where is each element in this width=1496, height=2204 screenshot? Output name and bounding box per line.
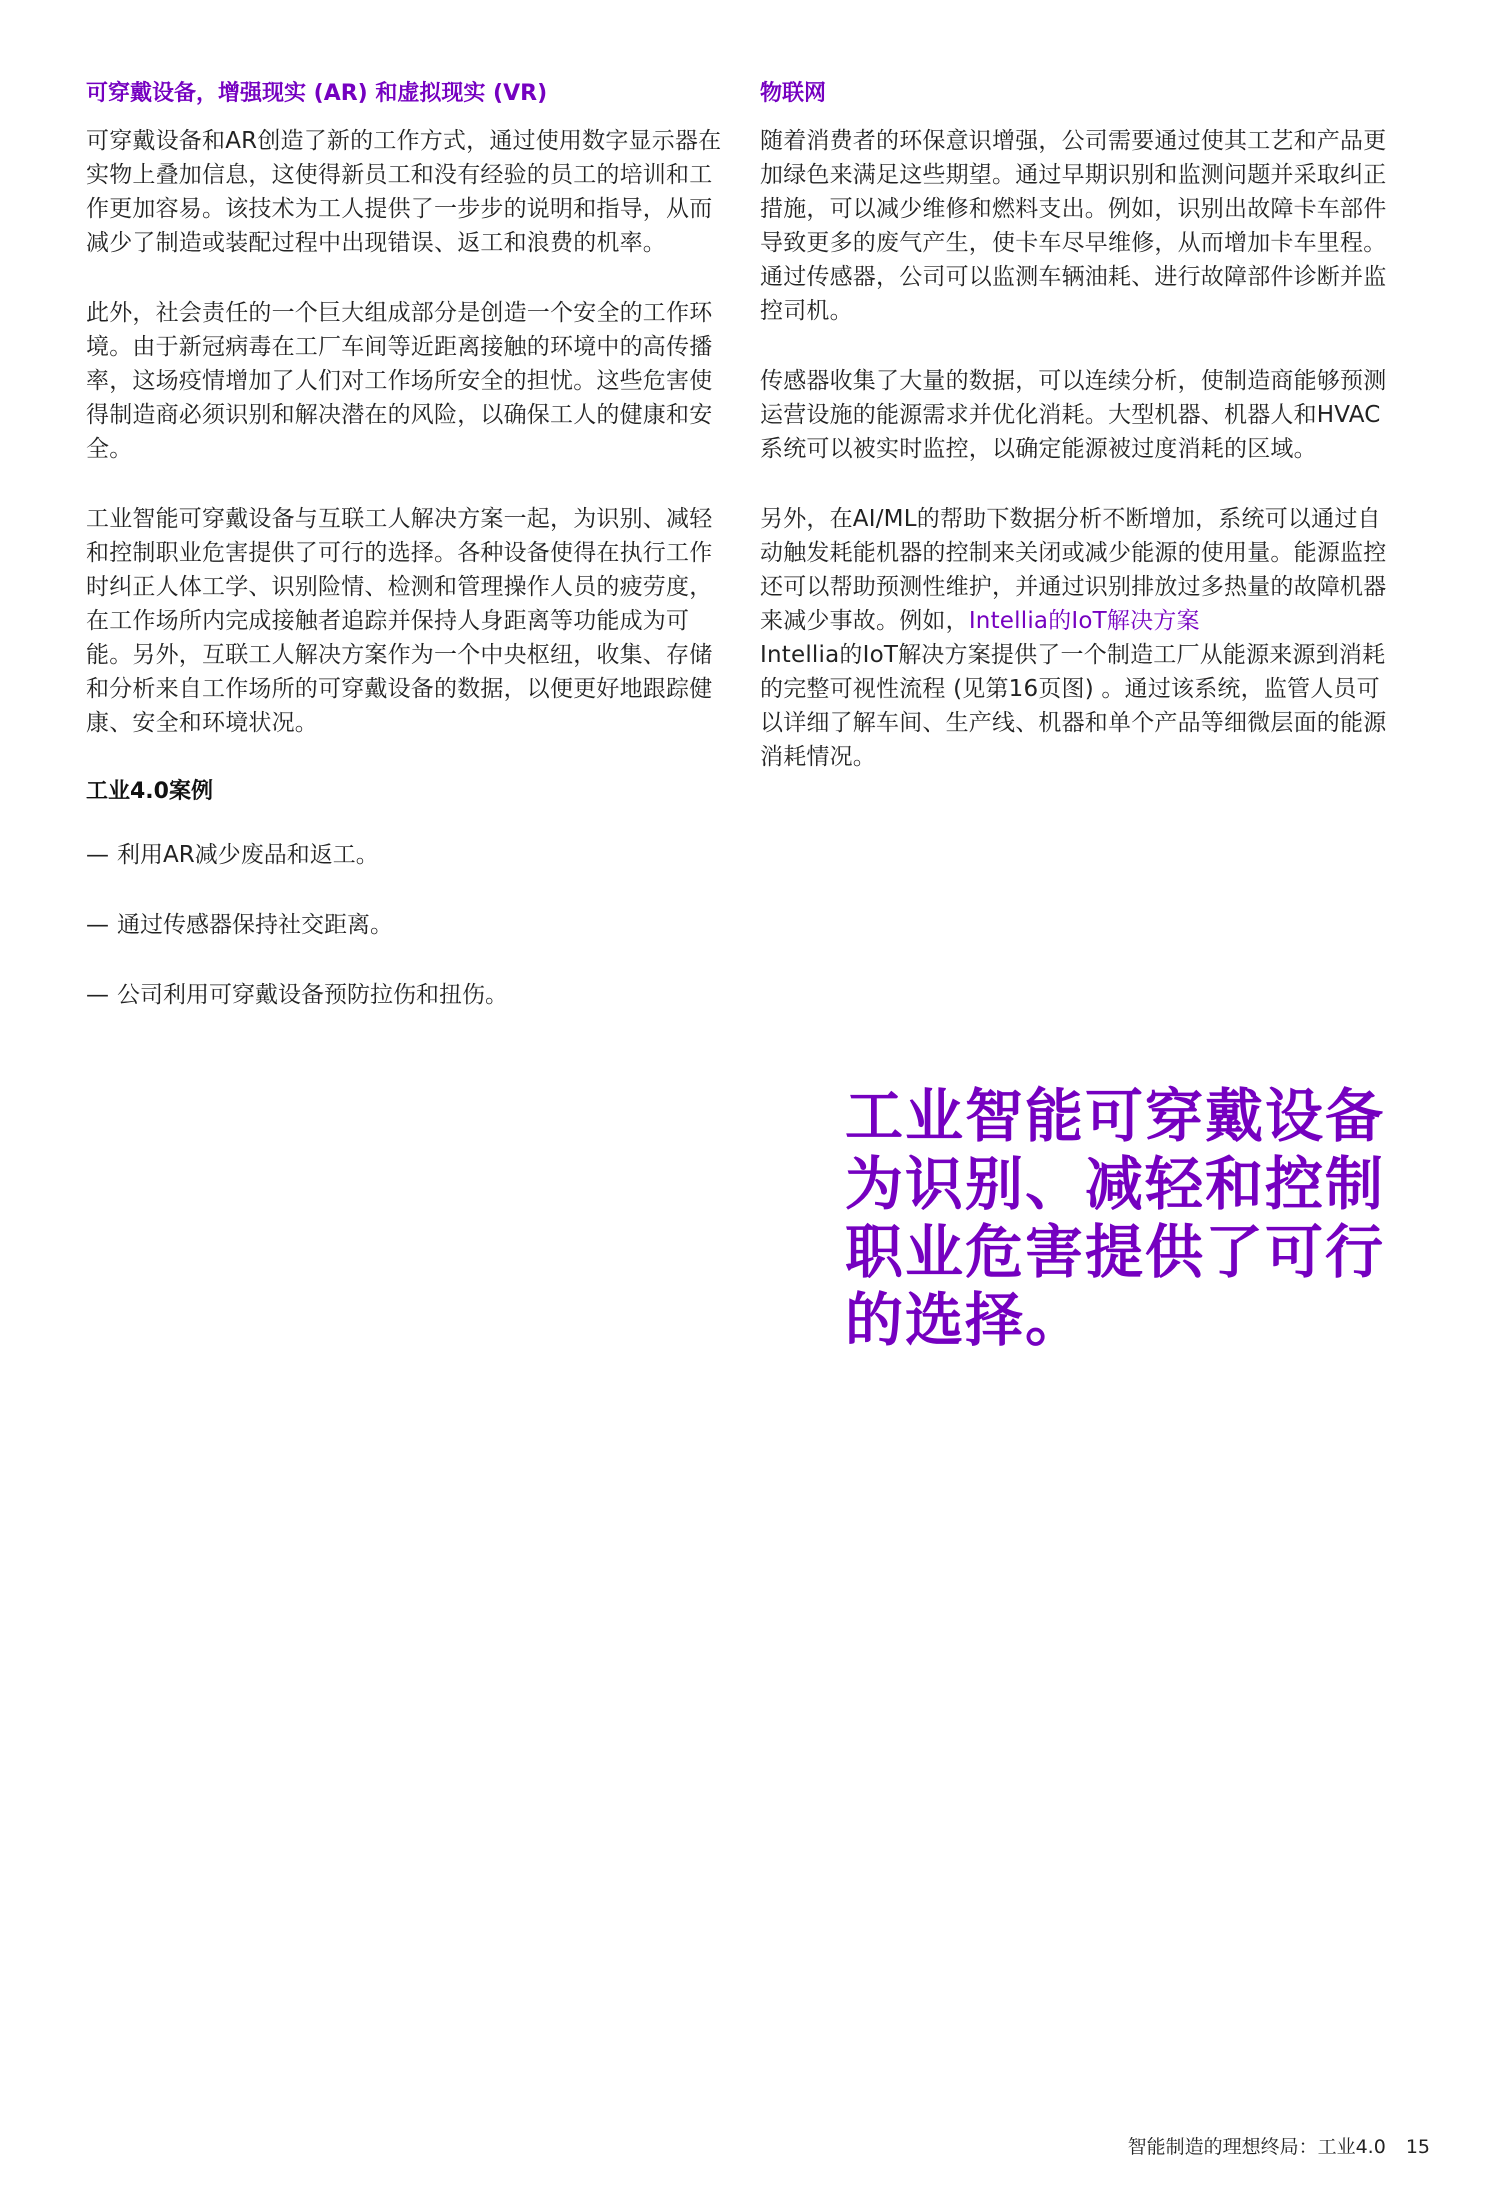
page-footer xyxy=(1128,2132,1430,2159)
section-heading-wearables: 可穿戴设备，增强现实 (AR) 和虚拟现实 (VR) xyxy=(86,81,548,106)
paragraph: 随着消费者的环保意识增强，公司需要通过使其工艺和产品更加绿色来满足这些期望。通过早期识别和监测问题并采取纠正措施，可以减少维修和燃料支出。例如，识别出故障卡车部件导致更多的废气产生，使卡车尽早维修，从而增加卡车里程。通过传感器，公司可以监测车辆油耗、进行故障部件诊断并监控司机。 xyxy=(760,128,1387,324)
page-number: 15 xyxy=(1405,2136,1430,2158)
paragraph-text: 另外，在AI/ML的帮助下数据分析不断增加，系统可以通过自动触发耗能机器的控制来关闭或减少能源的使用量。能源监控还可以帮助预测性维护，并通过识别排放过多热量的故障机器来减少事故。例如， xyxy=(760,506,1387,634)
footer-title: 智能制造的理想终局：工业4.0 xyxy=(1127,2136,1386,2158)
case-item xyxy=(86,978,726,1012)
paragraph xyxy=(760,502,1400,774)
case-text: 通过传感器保持社交距离。 xyxy=(117,912,393,938)
paragraph: 此外，社会责任的一个巨大组成部分是创造一个安全的工作环境。由于新冠病毒在工厂车间等近距离接触的环境中的高传播率，这场疫情增加了人们对工作场所安全的担忧。这些危害使得制造商必须识别和解决潜在的风险，以确保工人的健康和安全。 xyxy=(86,300,713,462)
dash-marker: — xyxy=(86,982,109,1008)
dash-marker: — xyxy=(86,842,109,868)
section-heading-iot: 物联网 xyxy=(760,81,827,106)
paragraph-text: Intellia的IoT解决方案提供了一个制造工厂从能源来源到消耗的完整可视性流程 (见第16页图) 。通过该系统，监管人员可以详细了解车间、生产线、机器和单个产品等细微层面的能源消耗情况。 xyxy=(760,642,1387,770)
case-heading: 工业4.0案例 xyxy=(86,779,213,804)
intellia-iot-link[interactable]: Intellia的IoT解决方案 xyxy=(968,608,1200,634)
right-column xyxy=(760,78,1400,810)
pull-quote: 工业智能可穿戴设备为识别、减轻和控制职业危害提供了可行的选择。 xyxy=(845,1082,1386,1354)
left-column xyxy=(86,78,726,1048)
paragraph: 可穿戴设备和AR创造了新的工作方式，通过使用数字显示器在实物上叠加信息，这使得新员工和没有经验的员工的培训和工作更加容易。该技术为工人提供了一步步的说明和指导，从而减少了制造或装配过程中出现错误、返工和浪费的机率。 xyxy=(86,128,722,256)
case-text: 利用AR减少废品和返工。 xyxy=(117,842,379,868)
case-text: 公司利用可穿戴设备预防拉伤和扭伤。 xyxy=(117,982,508,1008)
paragraph: 工业智能可穿戴设备与互联工人解决方案一起，为识别、减轻和控制职业危害提供了可行的选择。各种设备使得在执行工作时纠正人体工学、识别险情、检测和管理操作人员的疲劳度，在工作场所内完成接触者追踪并保持人身距离等功能成为可能。另外，互联工人解决方案作为一个中央枢纽，收集、存储和分析来自工作场所的可穿戴设备的数据，以便更好地跟踪健康、安全和环境状况。 xyxy=(86,506,713,736)
paragraph: 传感器收集了大量的数据，可以连续分析，使制造商能够预测运营设施的能源需求并优化消耗。大型机器、机器人和HVAC系统可以被实时监控，以确定能源被过度消耗的区域。 xyxy=(760,368,1387,462)
case-item xyxy=(86,908,726,942)
dash-marker: — xyxy=(86,912,109,938)
case-item xyxy=(86,838,726,872)
